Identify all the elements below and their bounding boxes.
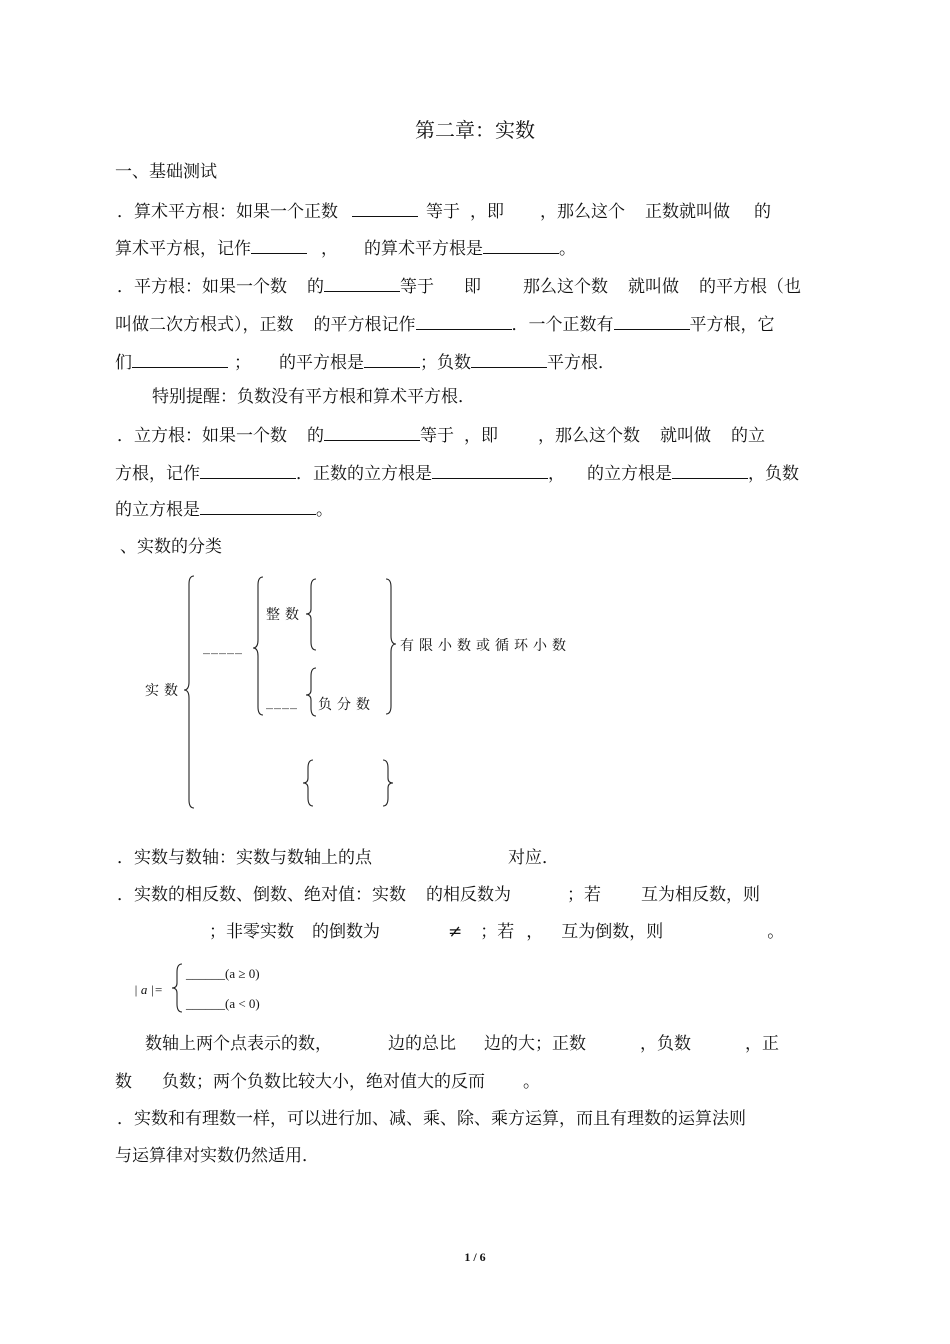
text: 。 xyxy=(316,500,333,520)
text: 等于 xyxy=(426,202,460,222)
text: ．立方根：如果一个数 xyxy=(117,426,287,446)
text: 方根，记作 xyxy=(115,464,200,484)
operations-line-1: ．实数和有理数一样，可以进行加、减、乘、除、乘方运算，而且有理数的运算法则 xyxy=(117,1109,746,1129)
text: 的相反数为 xyxy=(426,885,511,905)
section-heading-basic-test: 一、基础测试 xyxy=(115,162,217,182)
text: 的平方根（也 xyxy=(699,277,801,297)
text: ．实数与数轴：实数与数轴上的点 xyxy=(117,848,372,868)
text: ， xyxy=(321,239,338,259)
text: 对应． xyxy=(508,848,559,868)
text: ， xyxy=(526,922,544,942)
text: 的立方根是 xyxy=(115,500,200,520)
text: ，那么这个数 xyxy=(538,426,640,446)
text: ，即 xyxy=(470,202,504,222)
text: 。 xyxy=(767,922,785,942)
text: 叫做二次方根式），正数 xyxy=(115,315,294,335)
text: 就叫做 xyxy=(628,277,679,297)
text: 数轴上两个点表示的数， xyxy=(145,1034,332,1054)
text: ．平方根：如果一个数 xyxy=(117,277,287,297)
text: 的算术平方根是 xyxy=(364,239,483,259)
text: ；若 xyxy=(567,885,601,905)
label-real-number: 实数 xyxy=(145,683,183,699)
text: 们 xyxy=(115,353,132,373)
text: 等于 xyxy=(420,426,454,446)
text: ，负数 xyxy=(748,464,799,484)
text: ，正 xyxy=(745,1034,779,1054)
page-title: 第二章：实数 xyxy=(415,118,535,142)
special-reminder: 特别提醒：负数没有平方根和算术平方根． xyxy=(152,387,475,407)
text: ．正数的立方根是 xyxy=(296,464,432,484)
text: ； xyxy=(234,353,251,373)
text: 的 xyxy=(307,277,324,297)
text: ．算术平方根：如果一个正数 xyxy=(117,202,338,222)
text: 。 xyxy=(523,1072,540,1092)
text: 平方根，它 xyxy=(689,315,775,335)
text: 边的总比 xyxy=(388,1034,456,1054)
operations-line-2: 与运算律对实数仍然适用． xyxy=(115,1146,319,1166)
text: 负数；两个负数比较大小，绝对值大的反而 xyxy=(162,1072,485,1092)
abs-value-lhs: | a |= xyxy=(134,982,163,997)
text: 那么这个数 xyxy=(523,277,608,297)
section-heading-classification: 、实数的分类 xyxy=(120,537,222,557)
text: 平方根． xyxy=(547,353,615,373)
text: 的倒数为 xyxy=(312,922,380,942)
text: 。 xyxy=(559,239,576,259)
text: 等于 xyxy=(400,277,434,297)
text: 边的大；正数 xyxy=(484,1034,586,1054)
text: ；非零实数 xyxy=(209,922,294,942)
text: 的平方根是 xyxy=(279,353,364,373)
text: 的 xyxy=(754,202,771,222)
abs-value-case-negative: ______(a < 0) xyxy=(186,996,260,1011)
text: ．一个正数有 xyxy=(511,315,614,335)
text: 的 xyxy=(307,426,324,446)
text: ，负数 xyxy=(640,1034,691,1054)
label-negative-fraction: 负分数 xyxy=(318,697,375,713)
label-finite-or-repeating-decimal: 有限小数或循环小数 xyxy=(400,638,571,654)
compare-line-2 xyxy=(115,1072,540,1092)
text: 数 xyxy=(115,1072,132,1092)
dash-placeholder-rational: _____ xyxy=(203,639,243,655)
text: ， xyxy=(548,464,565,484)
text: ≠ xyxy=(448,922,463,942)
dash-placeholder-fraction: ____ xyxy=(266,694,298,710)
text: 即 xyxy=(464,277,481,297)
text: 算术平方根，记作 xyxy=(115,239,251,259)
text: ；负数 xyxy=(420,353,471,373)
text: 互为相反数，则 xyxy=(641,885,760,905)
compare-line-1 xyxy=(145,1034,779,1054)
text: ．实数的相反数、倒数、绝对值：实数 xyxy=(117,885,406,905)
text: 互为倒数，则 xyxy=(561,922,664,942)
text: ，即 xyxy=(464,426,498,446)
text: 的立方根是 xyxy=(587,464,672,484)
text: 就叫做 xyxy=(660,426,711,446)
label-integer: 整数 xyxy=(266,607,304,623)
page-number: 1 / 6 xyxy=(464,1250,486,1264)
text: 的平方根记作 xyxy=(313,315,416,335)
text: ，那么这个 xyxy=(540,202,625,222)
text: ；若 xyxy=(480,922,515,942)
text: 正数就叫做 xyxy=(645,202,730,222)
abs-value-case-nonnegative: ______(a ≥ 0) xyxy=(186,966,260,981)
text: 的立 xyxy=(731,426,765,446)
